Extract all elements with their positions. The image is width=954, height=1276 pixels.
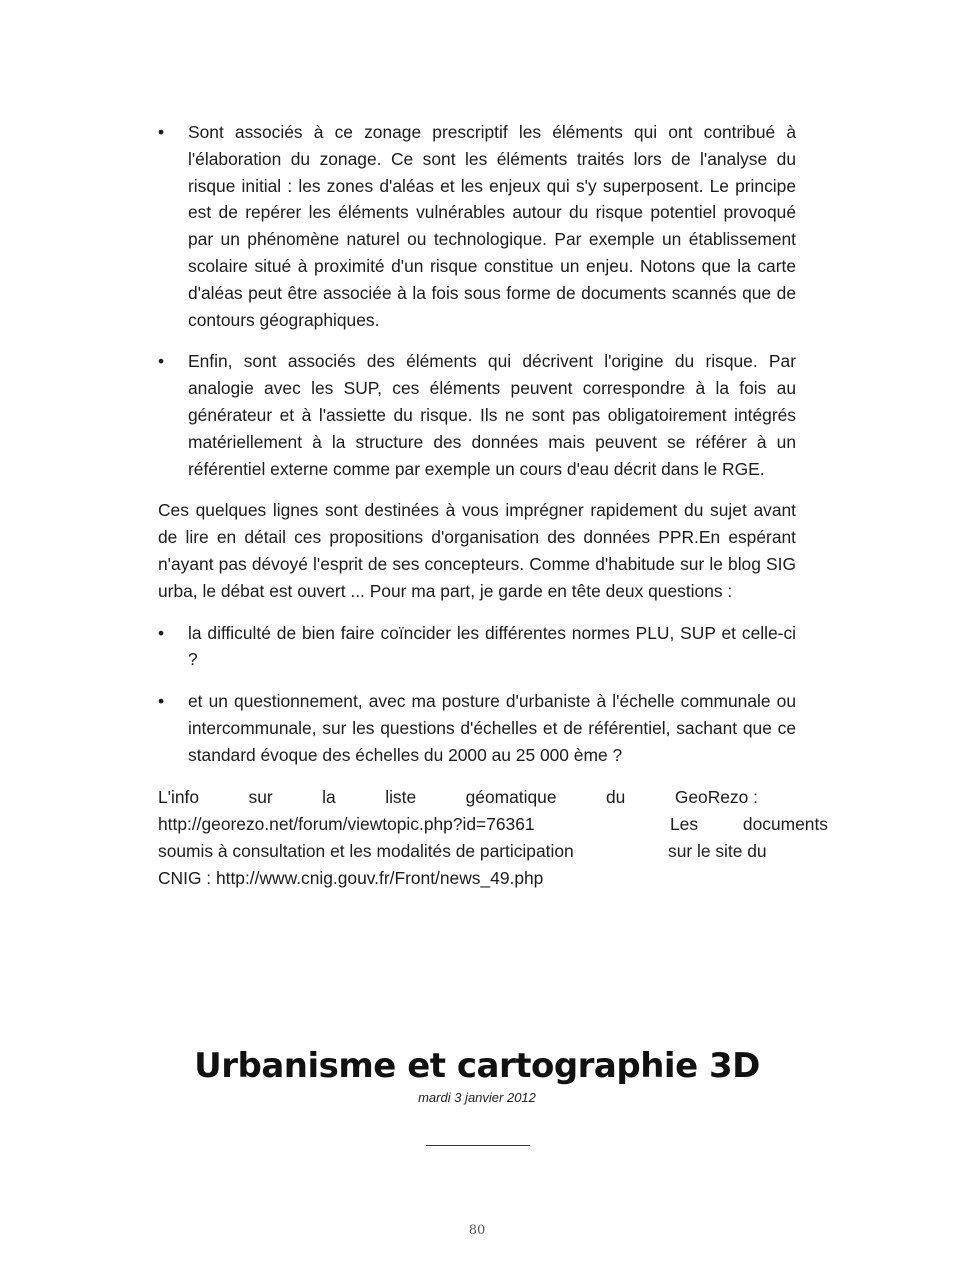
- site-text: sur le site du: [668, 840, 767, 861]
- info-word: du: [606, 786, 626, 807]
- list-item-text: Sont associés à ce zonage prescriptif les éléments qui ont contribué à l'élaboration du zonage. Ce sont les éléments traités lors de l'analyse du risque initial : les zones d'aléas et les enjeux qui s'y superposent. Le principe est de repérer les éléments vulnérables autour du risque potentiel provoqué par un phénomène naturel ou technologique. Par exemple un établissement scolaire situé à proximité d'un risque constitue un enjeu. Notons que la carte d'aléas peut être associée à la fois sous forme de documents scannés que de contours géographiques.: [188, 122, 796, 330]
- page-number: 80: [468, 1223, 486, 1238]
- intro-paragraph: Ces quelques lignes sont destinées à vous imprégner rapidement du sujet avant de lire en détail ces propositions d'organisation des données PPR.En espérant n'ayant pas dévoyé l'esprit de ses concepteurs. Comme d'habitude sur le blog SIG urba, le débat est ouvert ... Pour ma part, je garde en tête deux questions :: [158, 500, 796, 601]
- info-word: sur: [248, 786, 273, 807]
- georezo-link[interactable]: http://georezo.net/forum/viewtopic.php?id=76361: [158, 813, 535, 834]
- list-item: [158, 620, 796, 674]
- documents-label: [670, 811, 828, 838]
- info-word: Les: [670, 813, 699, 834]
- article-body: [158, 119, 828, 894]
- list-item: [158, 119, 796, 333]
- info-row-intro: [158, 784, 758, 811]
- list-item-text: la difficulté de bien faire coïncider les différentes normes PLU, SUP et celle-ci ?: [188, 622, 796, 670]
- list-item-text: Enfin, sont associés des éléments qui décrivent l'origine du risque. Par analogie avec les SUP, ces éléments peuvent correspondre à la fois au générateur et à l'assiette du risque. Ils ne sont pas obligatoirement intégrés matériellement à la structure des données mais peuvent se référer à un référentiel externe comme par exemple un cours d'eau décrit dans le RGE.: [188, 351, 796, 479]
- bullet-marker: •: [158, 351, 165, 372]
- info-word: documents: [742, 813, 828, 834]
- cnig-link[interactable]: CNIG : http://www.cnig.gouv.fr/Front/news_49.php: [158, 867, 544, 888]
- bullet-marker: •: [158, 691, 165, 712]
- consultation-text: soumis à consultation et les modalités de participation: [158, 840, 574, 861]
- bullet-list-zonage: [158, 119, 796, 482]
- info-word: géomatique: [465, 786, 557, 807]
- list-item-text: et un questionnement, avec ma posture d'urbaniste à l'échelle communale ou intercommunale, sur les questions d'échelles et de référentiel, sachant que ce standard évoque des échelles du 2000 au 25 000 ème ?: [188, 691, 796, 765]
- bullet-list-questions: [158, 620, 796, 769]
- bullet-marker: •: [158, 622, 165, 643]
- section-title: Urbanisme et cartographie 3D: [194, 1046, 760, 1086]
- info-row-consultation: [158, 838, 767, 865]
- info-word: L'info: [158, 786, 200, 807]
- list-item: [158, 688, 796, 768]
- info-word: GeoRezo :: [674, 786, 758, 807]
- info-links-block: [158, 784, 828, 894]
- info-word: liste: [385, 786, 417, 807]
- bullet-marker: •: [158, 122, 165, 142]
- list-item: [158, 348, 796, 482]
- section-date: mardi 3 janvier 2012: [418, 1090, 536, 1105]
- info-word: la: [322, 786, 336, 807]
- separator-rule: [426, 1145, 530, 1146]
